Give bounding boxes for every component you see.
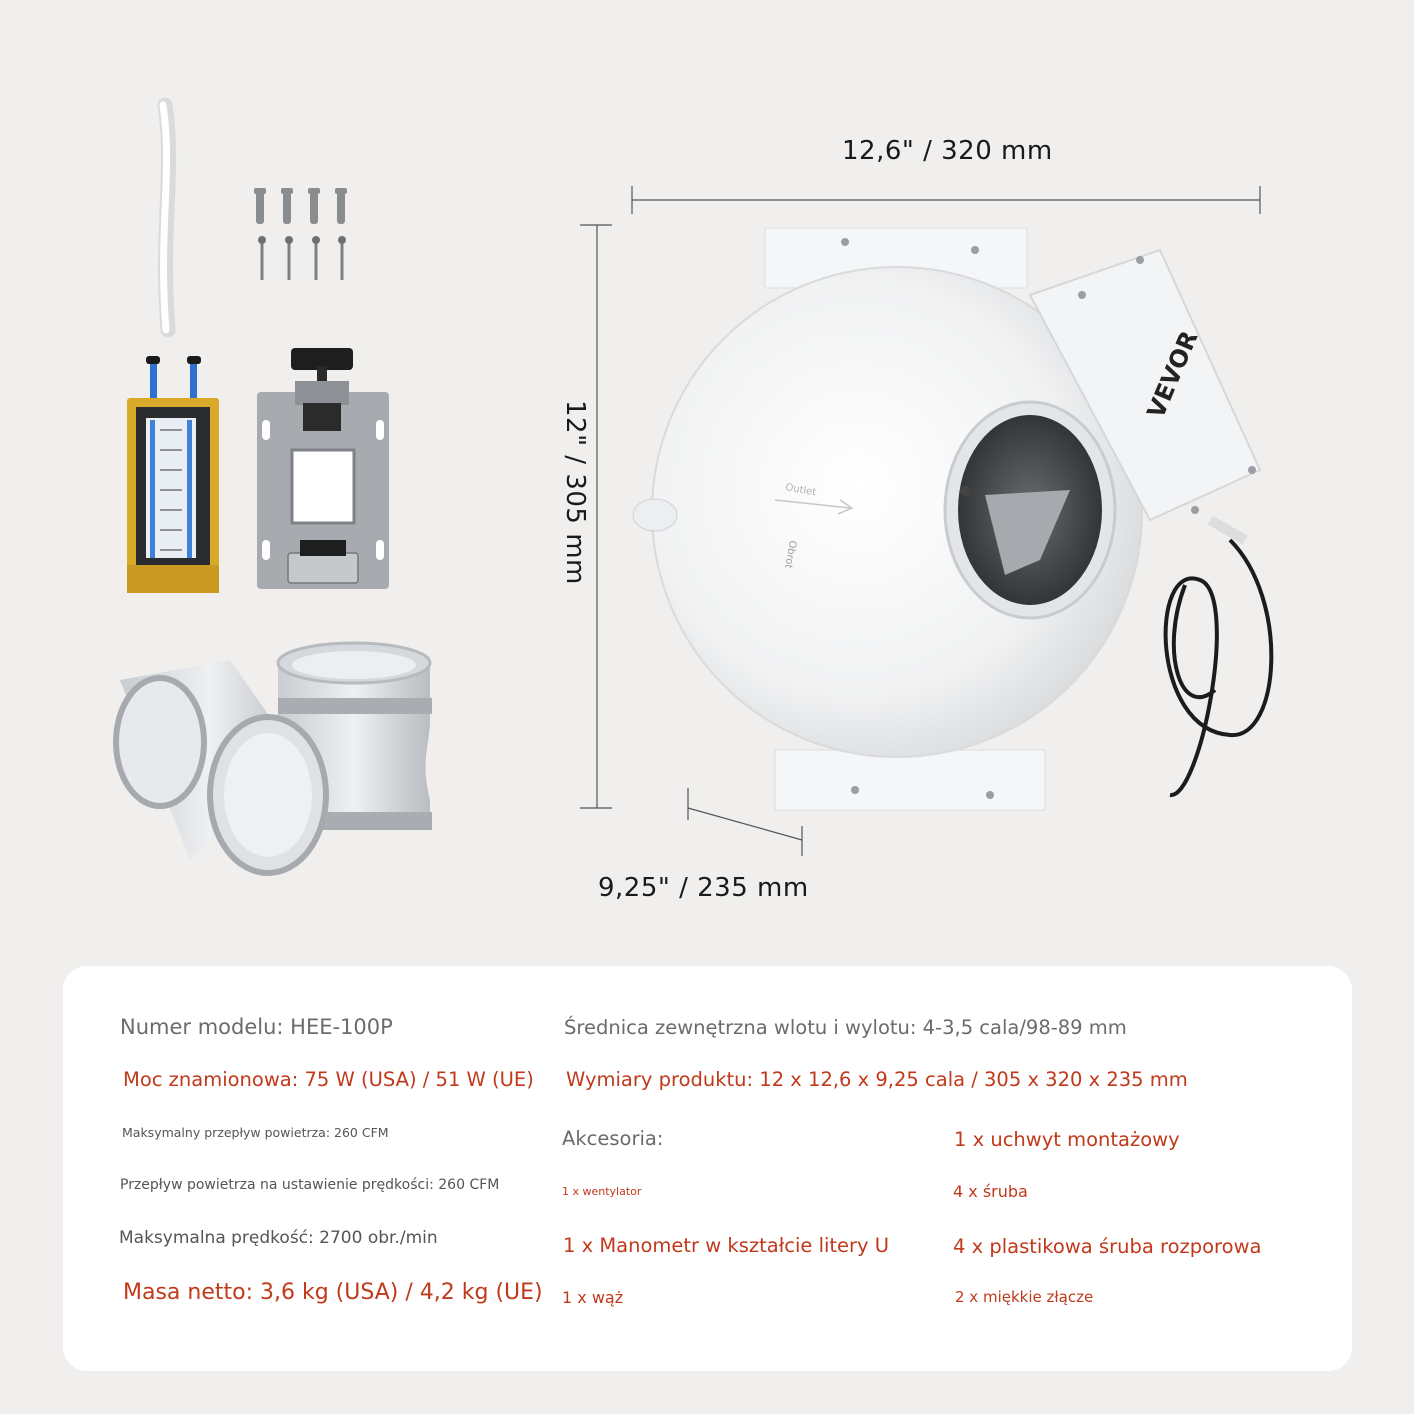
inline-fan-body	[633, 228, 1271, 810]
accessory-screw: 4 x śruba	[953, 1182, 1028, 1201]
specifications-card	[63, 966, 1352, 1371]
accessories-label: Akcesoria:	[562, 1127, 664, 1150]
depth-dimension-label: 9,25" / 235 mm	[598, 873, 809, 903]
accessory-fan: 1 x wentylator	[562, 1185, 642, 1198]
spec-power: Moc znamionowa: 75 W (USA) / 51 W (UE)	[123, 1068, 534, 1091]
outlet-arrow-label: Outlet	[784, 482, 817, 499]
accessory-manometer: 1 x Manometr w kształcie litery U	[563, 1234, 890, 1257]
hose-accessory	[163, 105, 169, 330]
spec-max-speed: Maksymalna prędkość: 2700 obr./min	[119, 1228, 438, 1248]
soft-connectors-accessory	[116, 643, 432, 873]
spec-size: Wymiary produktu: 12 x 12,6 x 9,25 cala / 305 x 320 x 235 mm	[566, 1068, 1188, 1091]
width-dimension-label: 12,6" / 320 mm	[842, 136, 1053, 166]
brand-logo: VEVOR	[1141, 326, 1204, 423]
accessory-bracket: 1 x uchwyt montażowy	[954, 1128, 1180, 1151]
accessory-hose: 1 x wąż	[562, 1288, 624, 1307]
manometer-accessory	[127, 356, 219, 593]
height-dimension-label: 12" / 305 mm	[560, 400, 590, 585]
spec-diameter: Średnica zewnętrzna wlotu i wylotu: 4-3,5 cala/98-89 mm	[564, 1016, 1127, 1039]
spec-model: Numer modelu: HEE-100P	[120, 1015, 393, 1039]
spec-speed-airflow: Przepływ powietrza na ustawienie prędkości: 260 CFM	[120, 1177, 500, 1193]
screws-accessory	[254, 188, 347, 280]
accessory-anchor: 4 x plastikowa śruba rozporowa	[953, 1235, 1262, 1258]
spec-max-airflow: Maksymalny przepływ powietrza: 260 CFM	[122, 1125, 389, 1140]
rotation-label: Obrot	[782, 539, 798, 570]
accessory-connector: 2 x miękkie złącze	[955, 1288, 1094, 1306]
spec-net-weight: Masa netto: 3,6 kg (USA) / 4,2 kg (UE)	[123, 1280, 543, 1305]
mounting-bracket-accessory	[257, 348, 389, 589]
